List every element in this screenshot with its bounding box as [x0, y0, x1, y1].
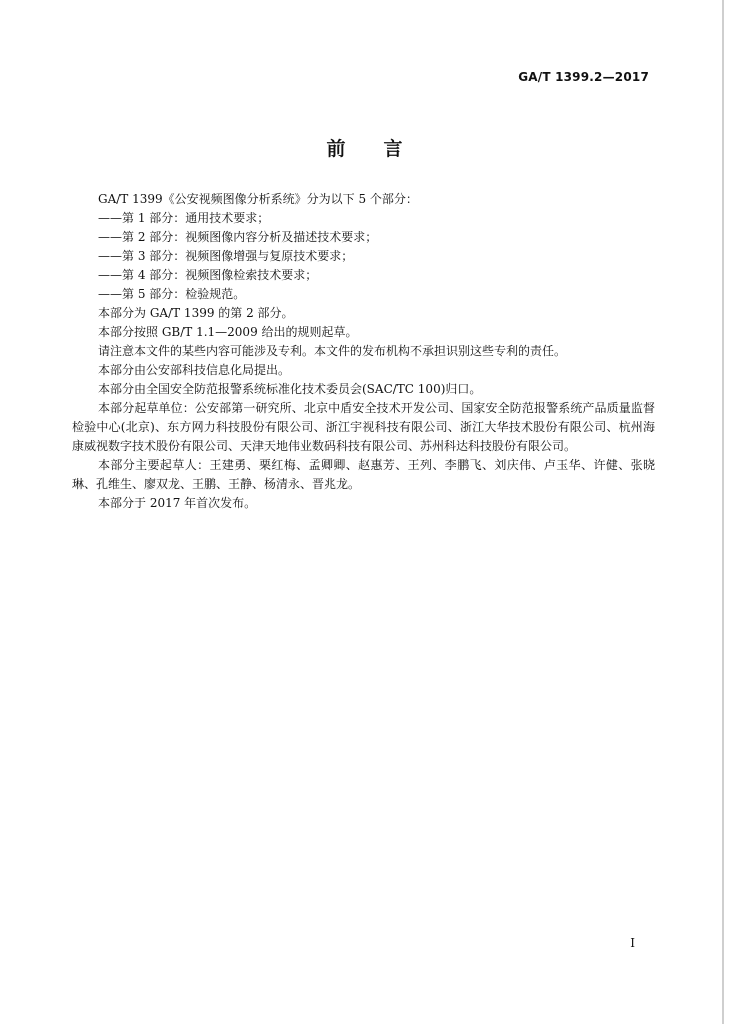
paragraph-proposed-by: 本部分由公安部科技信息化局提出。 [98, 363, 291, 377]
paragraph-patent-notice: 请注意本文件的某些内容可能涉及专利。本文件的发布机构不承担识别这些专利的责任。 [98, 344, 567, 358]
foreword-body [72, 190, 655, 513]
paragraph-drafting-rules: 本部分按照 GB/T 1.1—2009 给出的规则起草。 [98, 325, 358, 339]
paragraph-centralized-by: 本部分由全国安全防范报警系统标准化技术委员会(SAC/TC 100)归口。 [98, 382, 482, 396]
paragraph-parts-intro: GA/T 1399《公安视频图像分析系统》分为以下 5 个部分： [98, 192, 418, 206]
paragraph-first-release: 本部分于 2017 年首次发布。 [98, 496, 257, 510]
list-item-part-2: ——第 2 部分：视频图像内容分析及描述技术要求； [98, 230, 378, 244]
page-title: 前言 [326, 138, 441, 160]
paragraph-main-drafters: 本部分主要起草人：王建勇、栗红梅、孟卿卿、赵惠芳、王列、李鹏飞、刘庆伟、卢玉华、许健、张晓琳、孔维生、廖双龙、王鹏、王静、杨清永、晋兆龙。 [72, 458, 655, 491]
list-item-part-5: ——第 5 部分：检验规范。 [98, 287, 246, 301]
list-item-part-1: ——第 1 部分：通用技术要求； [98, 211, 270, 225]
paragraph-drafting-units: 本部分起草单位：公安部第一研究所、北京中盾安全技术开发公司、国家安全防范报警系统产品质量监督检验中心(北京)、东方网力科技股份有限公司、浙江宇视科技有限公司、浙江大华技术股份有限公司、杭州海康威视数字技术股份有限公司、天津天地伟业数码科技有限公司、苏州科达科技股份有限公司。 [72, 401, 655, 453]
list-item-part-3: ——第 3 部分：视频图像增强与复原技术要求； [98, 249, 354, 263]
page-number: I [630, 936, 635, 950]
standard-code-header: GA/T 1399.2—2017 [518, 70, 649, 84]
list-item-part-4: ——第 4 部分：视频图像检索技术要求； [98, 268, 318, 282]
paragraph-this-part: 本部分为 GA/T 1399 的第 2 部分。 [98, 306, 294, 320]
